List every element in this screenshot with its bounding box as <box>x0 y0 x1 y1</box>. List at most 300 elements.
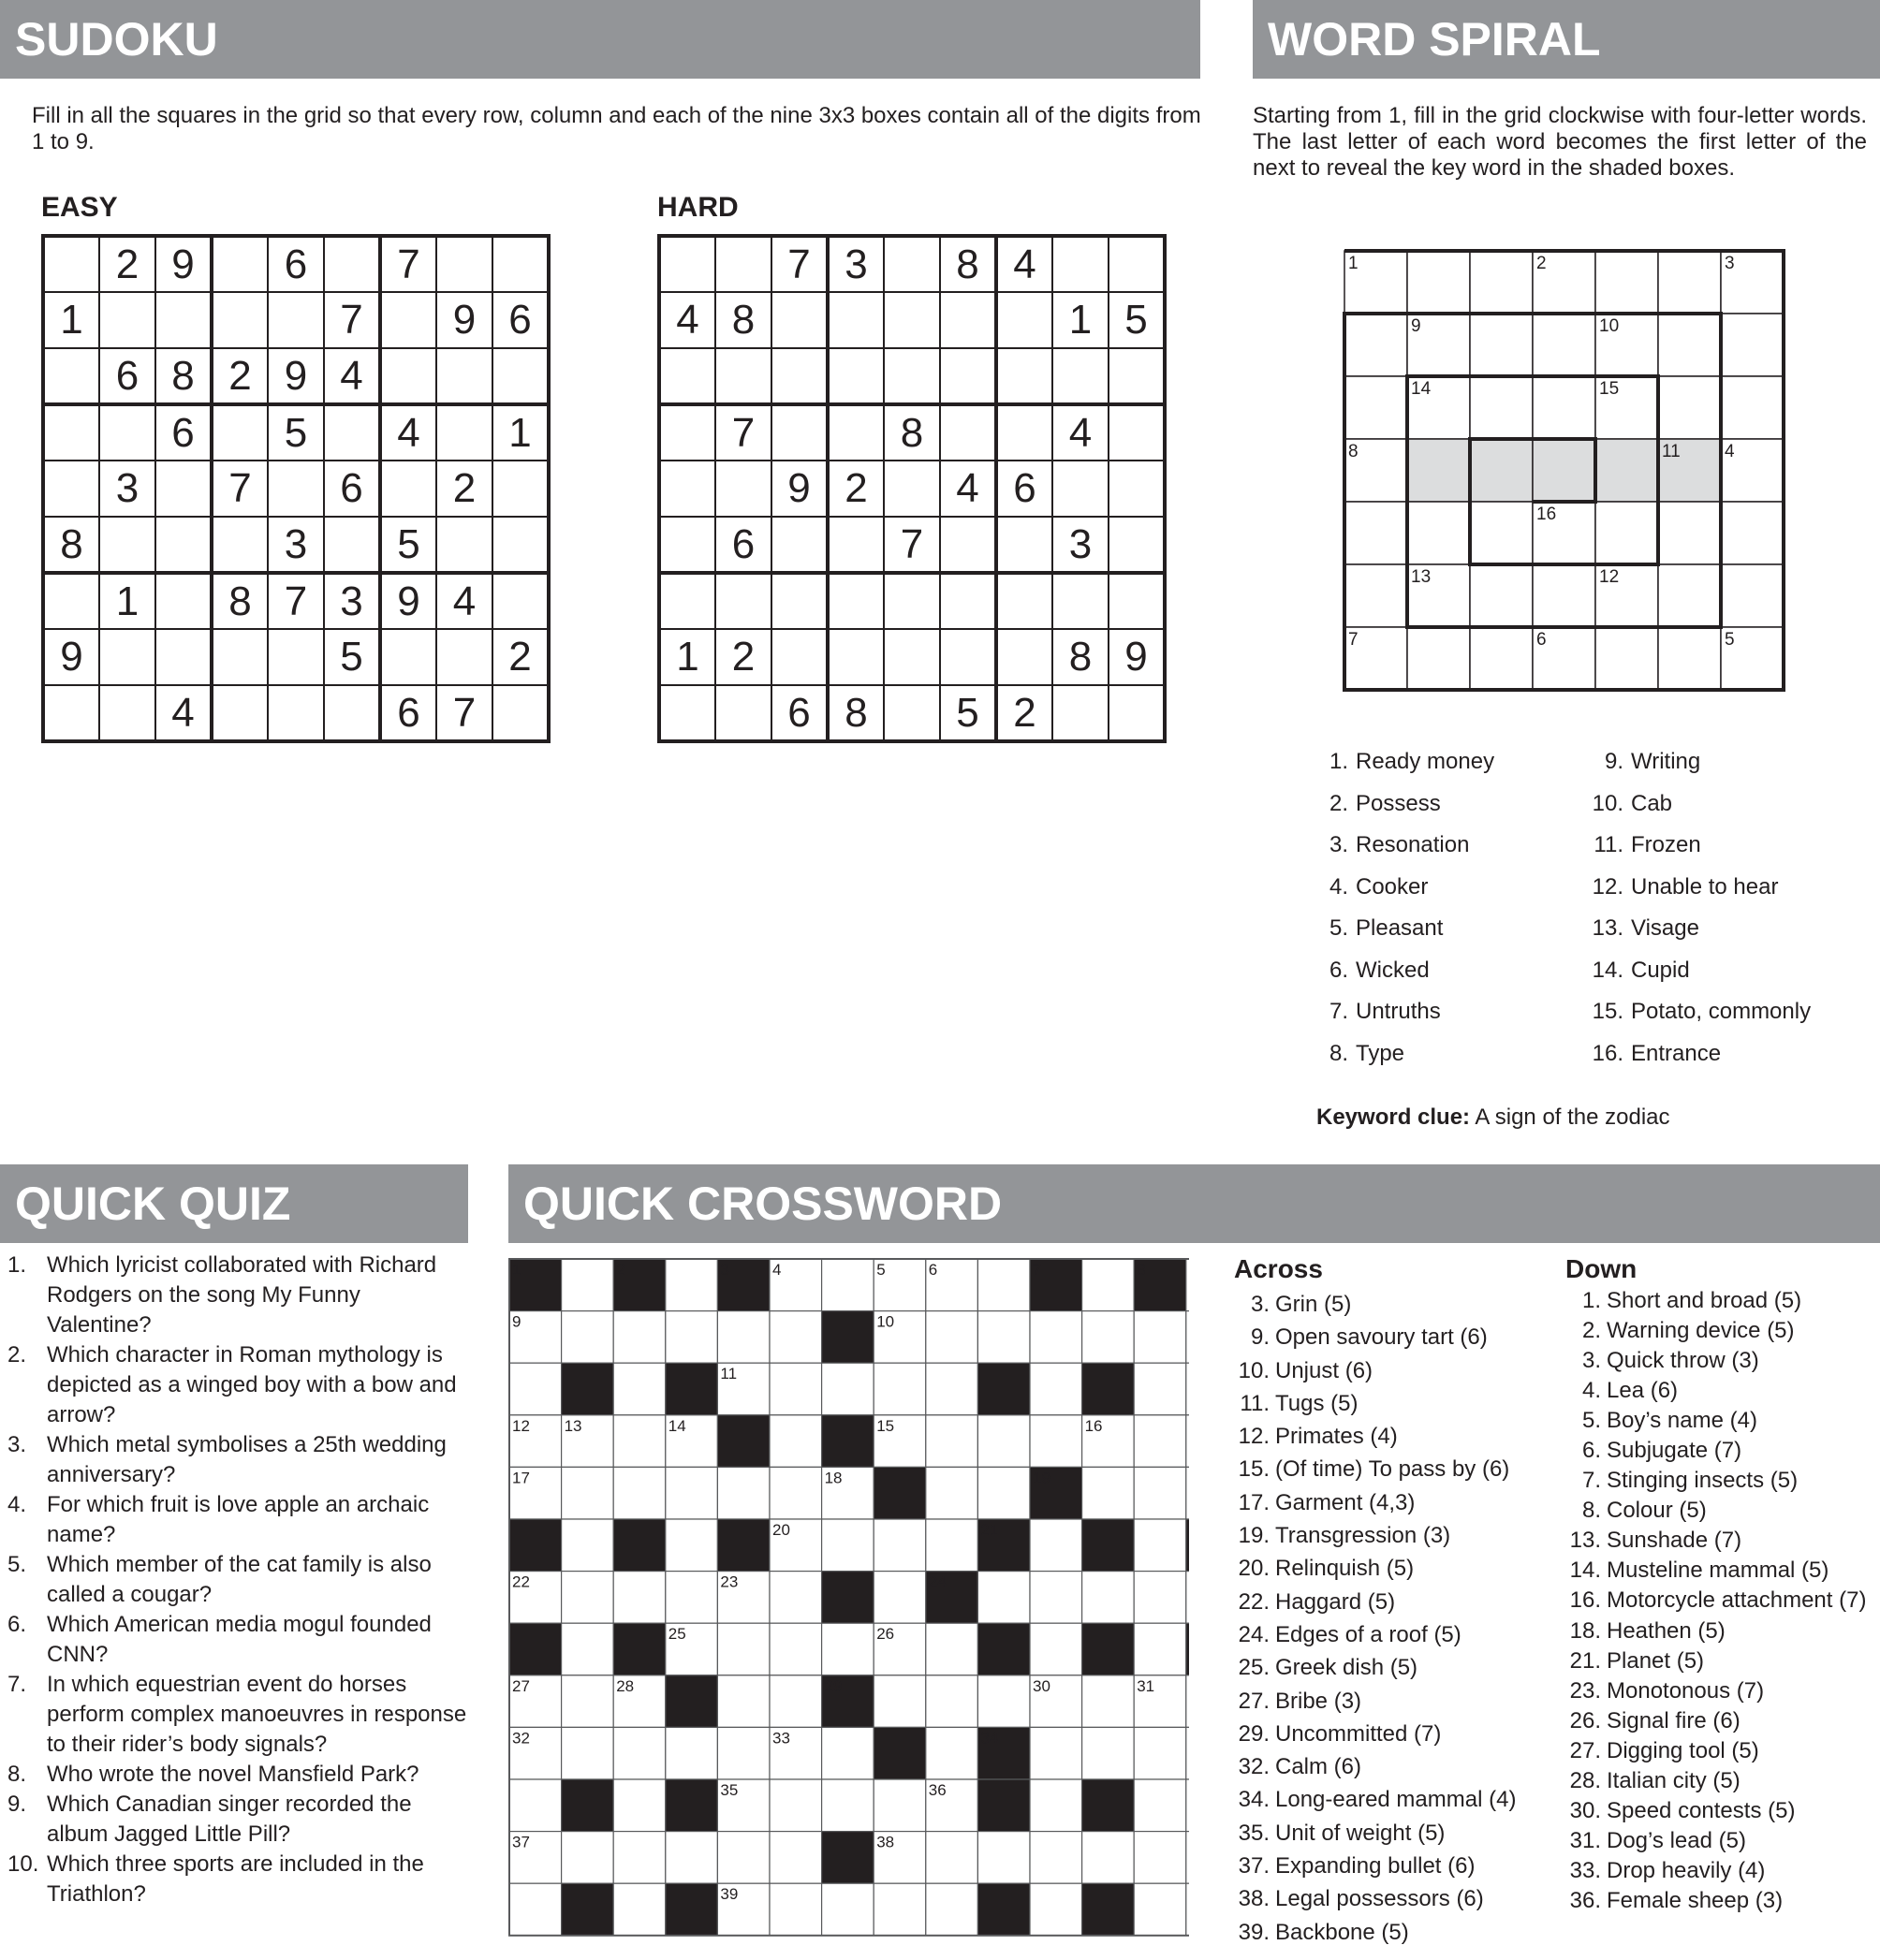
sudoku-cell[interactable]: 3 <box>324 573 380 629</box>
crossword-cell[interactable] <box>1134 1832 1186 1884</box>
sudoku-cell[interactable] <box>492 461 549 517</box>
crossword-cell[interactable] <box>926 1363 978 1415</box>
crossword-cell[interactable] <box>770 1467 822 1519</box>
sudoku-cell[interactable] <box>492 517 549 573</box>
sudoku-cell[interactable] <box>659 404 715 461</box>
crossword-cell[interactable] <box>666 1727 718 1779</box>
crossword-cell[interactable] <box>822 1363 874 1415</box>
crossword-cell[interactable] <box>770 1883 822 1936</box>
crossword-cell[interactable] <box>613 1779 666 1832</box>
crossword-cell[interactable] <box>1134 1467 1186 1519</box>
sudoku-cell[interactable]: 2 <box>715 629 771 685</box>
sudoku-cell[interactable]: 7 <box>715 404 771 461</box>
sudoku-cell[interactable]: 6 <box>99 348 155 404</box>
crossword-cell[interactable] <box>770 1572 822 1624</box>
spiral-cell[interactable] <box>1721 564 1784 627</box>
crossword-cell[interactable] <box>1082 1727 1135 1779</box>
sudoku-cell[interactable] <box>828 292 884 348</box>
sudoku-cell[interactable]: 4 <box>324 348 380 404</box>
crossword-cell[interactable] <box>562 1675 614 1728</box>
crossword-cell[interactable] <box>1030 1623 1082 1675</box>
sudoku-cell[interactable]: 8 <box>884 404 940 461</box>
spiral-cell[interactable] <box>1721 314 1784 376</box>
sudoku-cell[interactable] <box>659 236 715 292</box>
sudoku-cell[interactable] <box>659 348 715 404</box>
sudoku-cell[interactable] <box>1052 573 1109 629</box>
spiral-cell[interactable] <box>1533 564 1595 627</box>
spiral-cell[interactable] <box>1470 627 1533 690</box>
sudoku-cell[interactable]: 9 <box>155 236 212 292</box>
crossword-cell[interactable] <box>1134 1363 1186 1415</box>
sudoku-cell[interactable] <box>436 517 492 573</box>
spiral-cell[interactable] <box>1533 376 1595 439</box>
sudoku-cell[interactable]: 2 <box>492 629 549 685</box>
crossword-cell[interactable] <box>562 1259 614 1311</box>
sudoku-cell[interactable] <box>1109 573 1165 629</box>
crossword-cell[interactable] <box>717 1467 770 1519</box>
sudoku-cell[interactable] <box>99 517 155 573</box>
sudoku-cell[interactable] <box>99 404 155 461</box>
spiral-shaded-cell[interactable] <box>1533 439 1595 502</box>
crossword-cell[interactable] <box>874 1675 926 1728</box>
crossword-cell[interactable] <box>1134 1727 1186 1779</box>
sudoku-cell[interactable] <box>715 685 771 741</box>
crossword-cell[interactable] <box>613 1572 666 1624</box>
sudoku-cell[interactable] <box>659 573 715 629</box>
sudoku-cell[interactable] <box>212 404 268 461</box>
crossword-cell[interactable] <box>1186 1675 1189 1728</box>
sudoku-cell[interactable] <box>996 292 1052 348</box>
sudoku-cell[interactable]: 6 <box>771 685 828 741</box>
sudoku-cell[interactable] <box>940 573 996 629</box>
sudoku-cell[interactable] <box>1109 517 1165 573</box>
crossword-cell[interactable] <box>926 1415 978 1468</box>
sudoku-cell[interactable] <box>380 461 436 517</box>
spiral-cell[interactable] <box>1595 502 1658 564</box>
sudoku-cell[interactable] <box>828 404 884 461</box>
sudoku-cell[interactable] <box>940 629 996 685</box>
crossword-cell[interactable] <box>1082 1572 1135 1624</box>
sudoku-cell[interactable] <box>155 573 212 629</box>
crossword-cell[interactable] <box>926 1832 978 1884</box>
crossword-cell[interactable] <box>1030 1415 1082 1468</box>
crossword-cell[interactable] <box>717 1311 770 1364</box>
crossword-cell[interactable] <box>717 1727 770 1779</box>
sudoku-cell[interactable] <box>884 292 940 348</box>
crossword-cell[interactable] <box>717 1675 770 1728</box>
sudoku-cell[interactable]: 8 <box>828 685 884 741</box>
sudoku-cell[interactable]: 1 <box>1052 292 1109 348</box>
crossword-cell[interactable] <box>509 1779 562 1832</box>
crossword-cell[interactable] <box>562 1832 614 1884</box>
crossword-cell[interactable] <box>926 1623 978 1675</box>
sudoku-cell[interactable]: 9 <box>771 461 828 517</box>
crossword-cell[interactable] <box>926 1311 978 1364</box>
sudoku-cell[interactable]: 7 <box>212 461 268 517</box>
sudoku-cell[interactable] <box>492 348 549 404</box>
crossword-cell[interactable] <box>1186 1727 1189 1779</box>
crossword-cell[interactable] <box>1030 1519 1082 1572</box>
sudoku-cell[interactable] <box>659 685 715 741</box>
sudoku-cell[interactable]: 7 <box>771 236 828 292</box>
crossword-cell[interactable] <box>1134 1779 1186 1832</box>
crossword-cell[interactable] <box>1030 1572 1082 1624</box>
spiral-cell[interactable] <box>1658 251 1721 314</box>
sudoku-cell[interactable] <box>380 292 436 348</box>
sudoku-cell[interactable]: 4 <box>380 404 436 461</box>
sudoku-cell[interactable] <box>715 348 771 404</box>
sudoku-cell[interactable]: 5 <box>380 517 436 573</box>
sudoku-cell[interactable] <box>884 685 940 741</box>
crossword-cell[interactable] <box>770 1779 822 1832</box>
sudoku-cell[interactable] <box>212 292 268 348</box>
sudoku-cell[interactable]: 6 <box>324 461 380 517</box>
sudoku-cell[interactable] <box>436 404 492 461</box>
sudoku-cell[interactable] <box>771 573 828 629</box>
sudoku-cell[interactable] <box>771 629 828 685</box>
spiral-cell[interactable] <box>1344 502 1407 564</box>
crossword-cell[interactable] <box>926 1467 978 1519</box>
sudoku-cell[interactable] <box>1109 461 1165 517</box>
sudoku-cell[interactable] <box>996 517 1052 573</box>
sudoku-cell[interactable] <box>659 517 715 573</box>
sudoku-cell[interactable]: 7 <box>380 236 436 292</box>
crossword-cell[interactable] <box>1186 1572 1189 1624</box>
crossword-cell[interactable] <box>977 1467 1030 1519</box>
sudoku-cell[interactable] <box>43 573 99 629</box>
sudoku-cell[interactable] <box>996 348 1052 404</box>
crossword-cell[interactable] <box>1082 1467 1135 1519</box>
crossword-cell[interactable] <box>613 1415 666 1468</box>
sudoku-cell[interactable] <box>380 629 436 685</box>
sudoku-cell[interactable] <box>771 292 828 348</box>
sudoku-cell[interactable] <box>43 685 99 741</box>
crossword-cell[interactable] <box>874 1519 926 1572</box>
sudoku-cell[interactable] <box>212 685 268 741</box>
sudoku-cell[interactable] <box>43 348 99 404</box>
spiral-cell[interactable] <box>1470 376 1533 439</box>
sudoku-cell[interactable]: 1 <box>43 292 99 348</box>
crossword-cell[interactable] <box>509 1883 562 1936</box>
sudoku-cell[interactable] <box>436 236 492 292</box>
sudoku-cell[interactable]: 5 <box>324 629 380 685</box>
sudoku-cell[interactable]: 2 <box>99 236 155 292</box>
crossword-cell[interactable] <box>977 1832 1030 1884</box>
sudoku-cell[interactable] <box>1052 236 1109 292</box>
sudoku-cell[interactable] <box>940 404 996 461</box>
sudoku-cell[interactable] <box>940 517 996 573</box>
sudoku-cell[interactable] <box>771 348 828 404</box>
spiral-cell[interactable] <box>1470 564 1533 627</box>
sudoku-cell[interactable]: 9 <box>436 292 492 348</box>
sudoku-cell[interactable] <box>828 517 884 573</box>
sudoku-cell[interactable]: 4 <box>996 236 1052 292</box>
crossword-cell[interactable] <box>770 1623 822 1675</box>
sudoku-cell[interactable] <box>884 461 940 517</box>
crossword-cell[interactable] <box>977 1311 1030 1364</box>
crossword-cell[interactable] <box>822 1519 874 1572</box>
crossword-cell[interactable] <box>1134 1572 1186 1624</box>
sudoku-cell[interactable] <box>1052 685 1109 741</box>
crossword-cell[interactable] <box>666 1311 718 1364</box>
crossword-cell[interactable] <box>1186 1779 1189 1832</box>
sudoku-cell[interactable]: 9 <box>380 573 436 629</box>
spiral-cell[interactable] <box>1470 502 1533 564</box>
sudoku-cell[interactable] <box>1109 404 1165 461</box>
sudoku-cell[interactable] <box>268 629 324 685</box>
sudoku-cell[interactable]: 8 <box>940 236 996 292</box>
crossword-cell[interactable] <box>717 1623 770 1675</box>
sudoku-cell[interactable] <box>715 236 771 292</box>
spiral-shaded-cell[interactable] <box>1407 439 1470 502</box>
crossword-cell[interactable] <box>666 1259 718 1311</box>
sudoku-cell[interactable] <box>996 573 1052 629</box>
crossword-cell[interactable] <box>1030 1832 1082 1884</box>
sudoku-cell[interactable] <box>268 461 324 517</box>
sudoku-cell[interactable]: 7 <box>884 517 940 573</box>
sudoku-cell[interactable] <box>828 573 884 629</box>
sudoku-cell[interactable]: 3 <box>828 236 884 292</box>
crossword-cell[interactable] <box>1186 1832 1189 1884</box>
sudoku-cell[interactable]: 8 <box>155 348 212 404</box>
spiral-cell[interactable] <box>1595 251 1658 314</box>
spiral-cell[interactable] <box>1470 314 1533 376</box>
sudoku-cell[interactable] <box>436 348 492 404</box>
sudoku-cell[interactable] <box>155 292 212 348</box>
crossword-cell[interactable] <box>509 1363 562 1415</box>
crossword-cell[interactable] <box>1030 1363 1082 1415</box>
crossword-cell[interactable] <box>926 1519 978 1572</box>
crossword-cell[interactable] <box>822 1259 874 1311</box>
sudoku-cell[interactable] <box>324 517 380 573</box>
crossword-cell[interactable] <box>874 1572 926 1624</box>
crossword-cell[interactable] <box>666 1832 718 1884</box>
spiral-cell[interactable] <box>1344 564 1407 627</box>
crossword-cell[interactable] <box>1186 1363 1189 1415</box>
sudoku-cell[interactable] <box>884 573 940 629</box>
spiral-cell[interactable] <box>1407 627 1470 690</box>
crossword-cell[interactable] <box>874 1779 926 1832</box>
sudoku-cell[interactable] <box>996 404 1052 461</box>
sudoku-cell[interactable] <box>212 629 268 685</box>
sudoku-cell[interactable] <box>155 461 212 517</box>
sudoku-cell[interactable]: 2 <box>828 461 884 517</box>
crossword-cell[interactable] <box>977 1415 1030 1468</box>
sudoku-cell[interactable]: 2 <box>212 348 268 404</box>
sudoku-cell[interactable] <box>155 517 212 573</box>
crossword-cell[interactable] <box>1186 1415 1189 1468</box>
spiral-cell[interactable] <box>1658 314 1721 376</box>
crossword-cell[interactable] <box>770 1311 822 1364</box>
crossword-cell[interactable] <box>822 1883 874 1936</box>
crossword-cell[interactable] <box>770 1415 822 1468</box>
sudoku-cell[interactable] <box>996 629 1052 685</box>
spiral-cell[interactable] <box>1658 376 1721 439</box>
sudoku-cell[interactable] <box>43 236 99 292</box>
sudoku-cell[interactable] <box>828 348 884 404</box>
crossword-cell[interactable] <box>1186 1467 1189 1519</box>
crossword-cell[interactable] <box>613 1832 666 1884</box>
crossword-cell[interactable] <box>666 1467 718 1519</box>
sudoku-cell[interactable] <box>884 629 940 685</box>
spiral-cell[interactable] <box>1533 314 1595 376</box>
crossword-cell[interactable] <box>977 1259 1030 1311</box>
sudoku-cell[interactable]: 2 <box>996 685 1052 741</box>
crossword-cell[interactable] <box>822 1623 874 1675</box>
sudoku-cell[interactable]: 9 <box>43 629 99 685</box>
sudoku-cell[interactable]: 3 <box>99 461 155 517</box>
crossword-cell[interactable] <box>613 1363 666 1415</box>
sudoku-cell[interactable]: 4 <box>940 461 996 517</box>
spiral-cell[interactable] <box>1470 251 1533 314</box>
sudoku-cell[interactable] <box>1052 461 1109 517</box>
sudoku-cell[interactable] <box>43 404 99 461</box>
sudoku-cell[interactable]: 7 <box>268 573 324 629</box>
crossword-cell[interactable] <box>562 1623 614 1675</box>
sudoku-cell[interactable] <box>436 629 492 685</box>
sudoku-cell[interactable] <box>940 348 996 404</box>
sudoku-cell[interactable]: 6 <box>996 461 1052 517</box>
spiral-cell[interactable] <box>1658 564 1721 627</box>
sudoku-cell[interactable]: 4 <box>155 685 212 741</box>
sudoku-cell[interactable]: 2 <box>436 461 492 517</box>
sudoku-cell[interactable]: 1 <box>492 404 549 461</box>
crossword-cell[interactable] <box>562 1572 614 1624</box>
sudoku-cell[interactable] <box>771 404 828 461</box>
sudoku-cell[interactable]: 5 <box>940 685 996 741</box>
sudoku-cell[interactable] <box>492 685 549 741</box>
crossword-cell[interactable] <box>1186 1883 1189 1936</box>
sudoku-cell[interactable]: 3 <box>1052 517 1109 573</box>
sudoku-cell[interactable]: 5 <box>268 404 324 461</box>
sudoku-cell[interactable] <box>828 629 884 685</box>
sudoku-cell[interactable]: 7 <box>436 685 492 741</box>
crossword-cell[interactable] <box>926 1675 978 1728</box>
spiral-cell[interactable] <box>1344 314 1407 376</box>
crossword-cell[interactable] <box>1030 1311 1082 1364</box>
crossword-cell[interactable] <box>562 1519 614 1572</box>
sudoku-cell[interactable]: 6 <box>715 517 771 573</box>
sudoku-cell[interactable]: 1 <box>659 629 715 685</box>
sudoku-cell[interactable] <box>884 348 940 404</box>
sudoku-cell[interactable] <box>324 685 380 741</box>
crossword-cell[interactable] <box>1134 1623 1186 1675</box>
crossword-cell[interactable] <box>822 1727 874 1779</box>
sudoku-cell[interactable] <box>884 236 940 292</box>
crossword-cell[interactable] <box>1030 1727 1082 1779</box>
crossword-cell[interactable] <box>874 1363 926 1415</box>
crossword-cell[interactable] <box>1030 1779 1082 1832</box>
spiral-shaded-cell[interactable] <box>1595 439 1658 502</box>
sudoku-cell[interactable] <box>1109 685 1165 741</box>
sudoku-cell[interactable]: 1 <box>99 573 155 629</box>
spiral-cell[interactable] <box>1721 502 1784 564</box>
sudoku-cell[interactable] <box>324 404 380 461</box>
sudoku-cell[interactable] <box>380 348 436 404</box>
sudoku-cell[interactable]: 6 <box>155 404 212 461</box>
spiral-cell[interactable] <box>1407 502 1470 564</box>
crossword-cell[interactable] <box>770 1832 822 1884</box>
crossword-cell[interactable] <box>822 1779 874 1832</box>
sudoku-cell[interactable] <box>43 461 99 517</box>
sudoku-cell[interactable] <box>715 573 771 629</box>
sudoku-cell[interactable] <box>659 461 715 517</box>
crossword-cell[interactable] <box>1082 1675 1135 1728</box>
crossword-cell[interactable] <box>613 1467 666 1519</box>
sudoku-cell[interactable] <box>99 685 155 741</box>
crossword-cell[interactable] <box>562 1311 614 1364</box>
crossword-cell[interactable] <box>562 1467 614 1519</box>
sudoku-cell[interactable] <box>771 517 828 573</box>
crossword-cell[interactable] <box>1082 1832 1135 1884</box>
crossword-cell[interactable] <box>666 1519 718 1572</box>
crossword-cell[interactable] <box>977 1675 1030 1728</box>
crossword-cell[interactable] <box>613 1311 666 1364</box>
sudoku-cell[interactable]: 8 <box>212 573 268 629</box>
sudoku-cell[interactable] <box>268 685 324 741</box>
sudoku-cell[interactable]: 8 <box>1052 629 1109 685</box>
sudoku-cell[interactable] <box>940 292 996 348</box>
sudoku-cell[interactable]: 9 <box>268 348 324 404</box>
sudoku-cell[interactable] <box>492 236 549 292</box>
crossword-cell[interactable] <box>1186 1311 1189 1364</box>
crossword-cell[interactable] <box>1082 1311 1135 1364</box>
sudoku-cell[interactable] <box>155 629 212 685</box>
crossword-cell[interactable] <box>613 1883 666 1936</box>
spiral-cell[interactable] <box>1344 376 1407 439</box>
sudoku-cell[interactable]: 3 <box>268 517 324 573</box>
sudoku-cell[interactable] <box>212 236 268 292</box>
spiral-cell[interactable] <box>1658 627 1721 690</box>
spiral-cell[interactable] <box>1595 627 1658 690</box>
crossword-cell[interactable] <box>1134 1883 1186 1936</box>
sudoku-cell[interactable] <box>212 517 268 573</box>
crossword-cell[interactable] <box>1030 1883 1082 1936</box>
sudoku-cell[interactable] <box>1109 348 1165 404</box>
sudoku-cell[interactable]: 4 <box>659 292 715 348</box>
sudoku-cell[interactable] <box>1109 236 1165 292</box>
crossword-cell[interactable] <box>1082 1259 1135 1311</box>
spiral-cell[interactable] <box>1407 251 1470 314</box>
spiral-shaded-cell[interactable] <box>1470 439 1533 502</box>
sudoku-cell[interactable]: 4 <box>436 573 492 629</box>
sudoku-cell[interactable]: 6 <box>268 236 324 292</box>
crossword-cell[interactable] <box>926 1883 978 1936</box>
spiral-cell[interactable] <box>1658 502 1721 564</box>
crossword-cell[interactable] <box>1186 1259 1189 1311</box>
sudoku-cell[interactable]: 9 <box>1109 629 1165 685</box>
sudoku-cell[interactable] <box>99 292 155 348</box>
spiral-cell[interactable] <box>1721 376 1784 439</box>
crossword-cell[interactable] <box>977 1572 1030 1624</box>
sudoku-cell[interactable] <box>268 292 324 348</box>
sudoku-cell[interactable] <box>99 629 155 685</box>
sudoku-cell[interactable]: 4 <box>1052 404 1109 461</box>
sudoku-cell[interactable] <box>492 573 549 629</box>
sudoku-cell[interactable]: 7 <box>324 292 380 348</box>
crossword-cell[interactable] <box>666 1572 718 1624</box>
sudoku-cell[interactable]: 6 <box>380 685 436 741</box>
sudoku-cell[interactable]: 8 <box>43 517 99 573</box>
crossword-cell[interactable] <box>717 1832 770 1884</box>
sudoku-cell[interactable]: 8 <box>715 292 771 348</box>
crossword-cell[interactable] <box>613 1727 666 1779</box>
crossword-cell[interactable] <box>874 1883 926 1936</box>
sudoku-cell[interactable] <box>715 461 771 517</box>
sudoku-cell[interactable] <box>324 236 380 292</box>
crossword-cell[interactable] <box>562 1727 614 1779</box>
crossword-cell[interactable] <box>926 1727 978 1779</box>
